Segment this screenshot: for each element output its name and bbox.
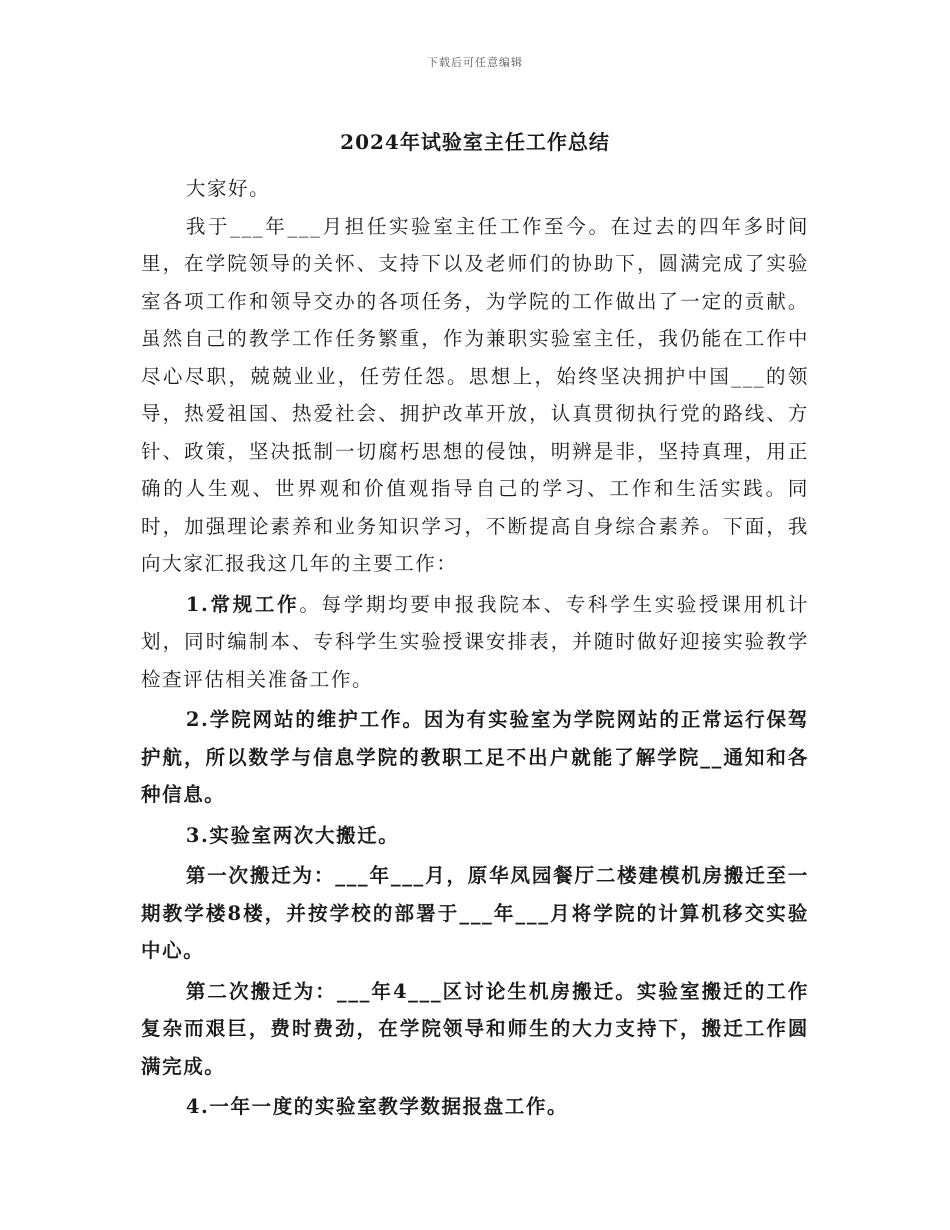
section-1-paragraph <box>141 586 809 699</box>
section-1-text: 。每学期均要申报我院本、专科学生实验授课用机计划，同时编制本、专科学生实验授课安排表，并随时做好迎接实验教学检查评估相关准备工作。 <box>141 592 809 691</box>
section-4-heading: 4.一年一度的实验室教学数据报盘工作。 <box>185 1095 569 1118</box>
intro-paragraph: 我于___年___月担任实验室主任工作至今。在过去的四年多时间里，在学院领导的关怀、支持下以及老师们的协助下，圆满完成了实验室各项工作和领导交办的各项任务，为学院的工作做出了一定的贡献。虽然自己的教学工作任务繁重，作为兼职实验室主任，我仍能在工作中尽心尽职，兢兢业业，任劳任怨。思想上，始终坚决拥护中国___的领导，热爱祖国、热爱社会、拥护改革开放，认真贯彻执行党的路线、方针、政策，坚决抵制一切腐朽思想的侵蚀，明辨是非，坚持真理，用正确的人生观、世界观和价值观指导自己的学习、工作和生活实践。同时，加强理论素养和业务知识学习，不断提高自身综合素养。下面，我向大家汇报我这几年的主要工作： <box>141 214 809 575</box>
first-move-paragraph: 第一次搬迁为：___年___月，原华凤园餐厅二楼建模机房搬迁至一期教学楼8楼，并按学校的部署于___年___月将学院的计算机移交实验中心。 <box>141 864 809 962</box>
section-1-heading: 1.常规工作 <box>185 592 300 616</box>
document-body <box>141 170 809 1126</box>
section-3-heading: 3.实验室两次大搬迁。 <box>185 823 400 847</box>
section-2-paragraph: 2.学院网站的维护工作。因为有实验室为学院网站的正常运行保驾护航，所以数学与信息学院的教职工足不出户就能了解学院__通知和各种信息。 <box>141 708 809 806</box>
greeting-paragraph: 大家好。 <box>185 177 271 200</box>
header-note: 下载后可任意编辑 <box>427 56 523 69</box>
second-move-paragraph: 第二次搬迁为：___年4___区讨论生机房搬迁。实验室搬迁的工作复杂而艰巨，费时费劲，在学院领导和师生的大力支持下，搬迁工作圆满完成。 <box>141 979 809 1078</box>
page-title: 2024年试验室主任工作总结 <box>340 130 610 154</box>
